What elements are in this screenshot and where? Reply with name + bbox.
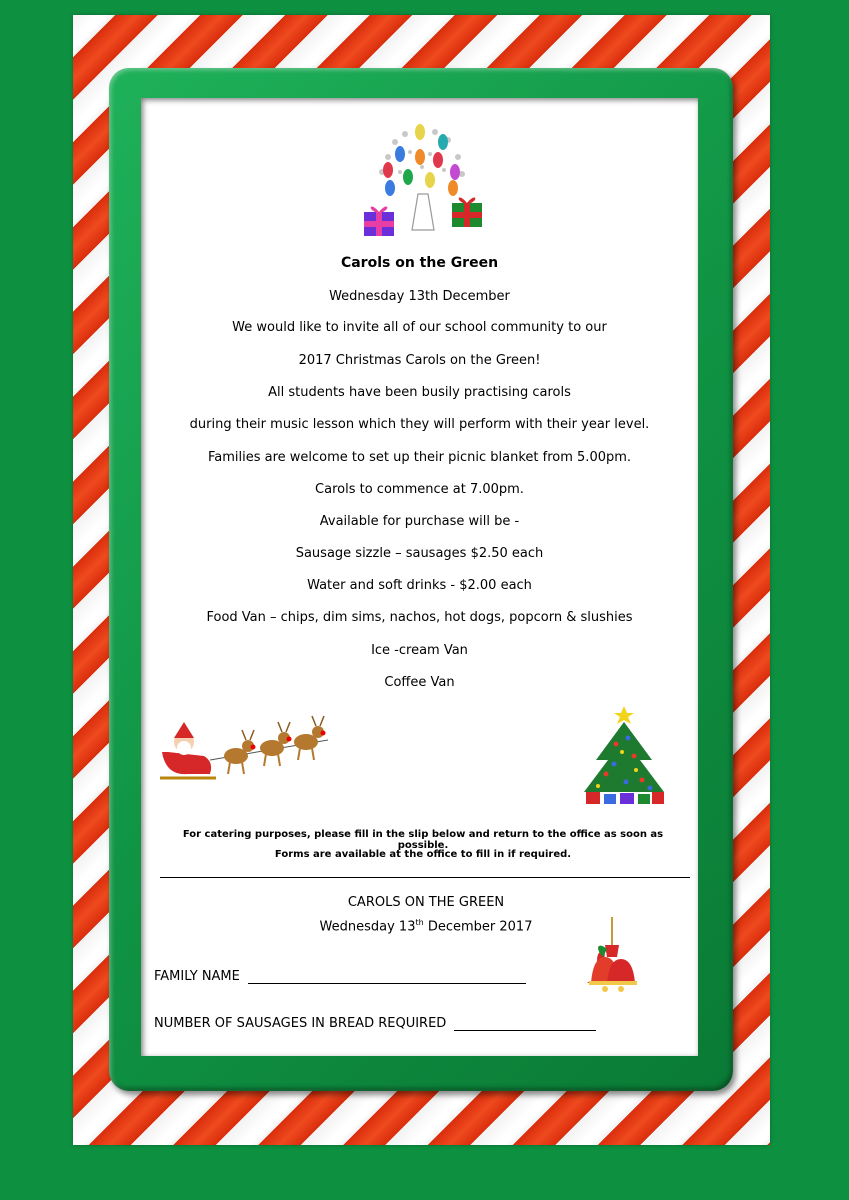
invitation-line: 2017 Christmas Carols on the Green! xyxy=(298,353,541,368)
invitation-date: Wednesday 13th December xyxy=(329,289,510,304)
notice-line: Forms are available at the office to fill in if required. xyxy=(274,849,572,860)
notice-line: For catering purposes, please fill in the slip below and return to the office as soon as possible. xyxy=(182,829,664,851)
invitation-line: Food Van – chips, dim sims, nachos, hot dogs, popcorn & slushies xyxy=(206,610,633,625)
invitation-line: Coffee Van xyxy=(384,675,455,690)
slip-title: CAROLS ON THE GREEN xyxy=(347,895,505,910)
sausages-row xyxy=(154,1016,596,1031)
invitation-line: Families are welcome to set up their picnic blanket from 5.00pm. xyxy=(207,450,632,465)
sausages-field[interactable] xyxy=(454,1016,596,1031)
family-name-field[interactable] xyxy=(248,969,526,984)
invitation-line: Carols to commence at 7.00pm. xyxy=(315,482,524,497)
slip-date-prefix: Wednesday 13 xyxy=(319,919,416,935)
invitation-line: Available for purchase will be - xyxy=(319,514,520,529)
invitation-line: Water and soft drinks - $2.00 each xyxy=(307,578,532,593)
family-name-row xyxy=(154,969,526,984)
slip-date-suffix-sup: th xyxy=(415,918,424,927)
invitation-line: We would like to invite all of our school community to our xyxy=(232,320,607,335)
christmas-tree-icon xyxy=(576,704,674,810)
gift-icon xyxy=(449,193,485,229)
invitation-line: Sausage sizzle – sausages $2.50 each xyxy=(295,546,544,561)
bells-icon xyxy=(583,917,641,1001)
invitation-line: Ice -cream Van xyxy=(371,643,468,658)
sausages-label: NUMBER OF SAUSAGES IN BREAD REQUIRED xyxy=(154,1016,447,1031)
invitation-line: during their music lesson which they will perform with their year level. xyxy=(189,417,650,432)
invitation-line: All students have been busily practising carols xyxy=(268,385,571,400)
invitation-title: Carols on the Green xyxy=(340,255,499,271)
santa-sleigh-icon xyxy=(158,712,338,784)
family-name-label: FAMILY NAME xyxy=(154,969,240,984)
cut-line-divider xyxy=(160,877,690,878)
slip-date-suffix: December 2017 xyxy=(423,919,533,935)
gift-icon xyxy=(361,202,397,238)
